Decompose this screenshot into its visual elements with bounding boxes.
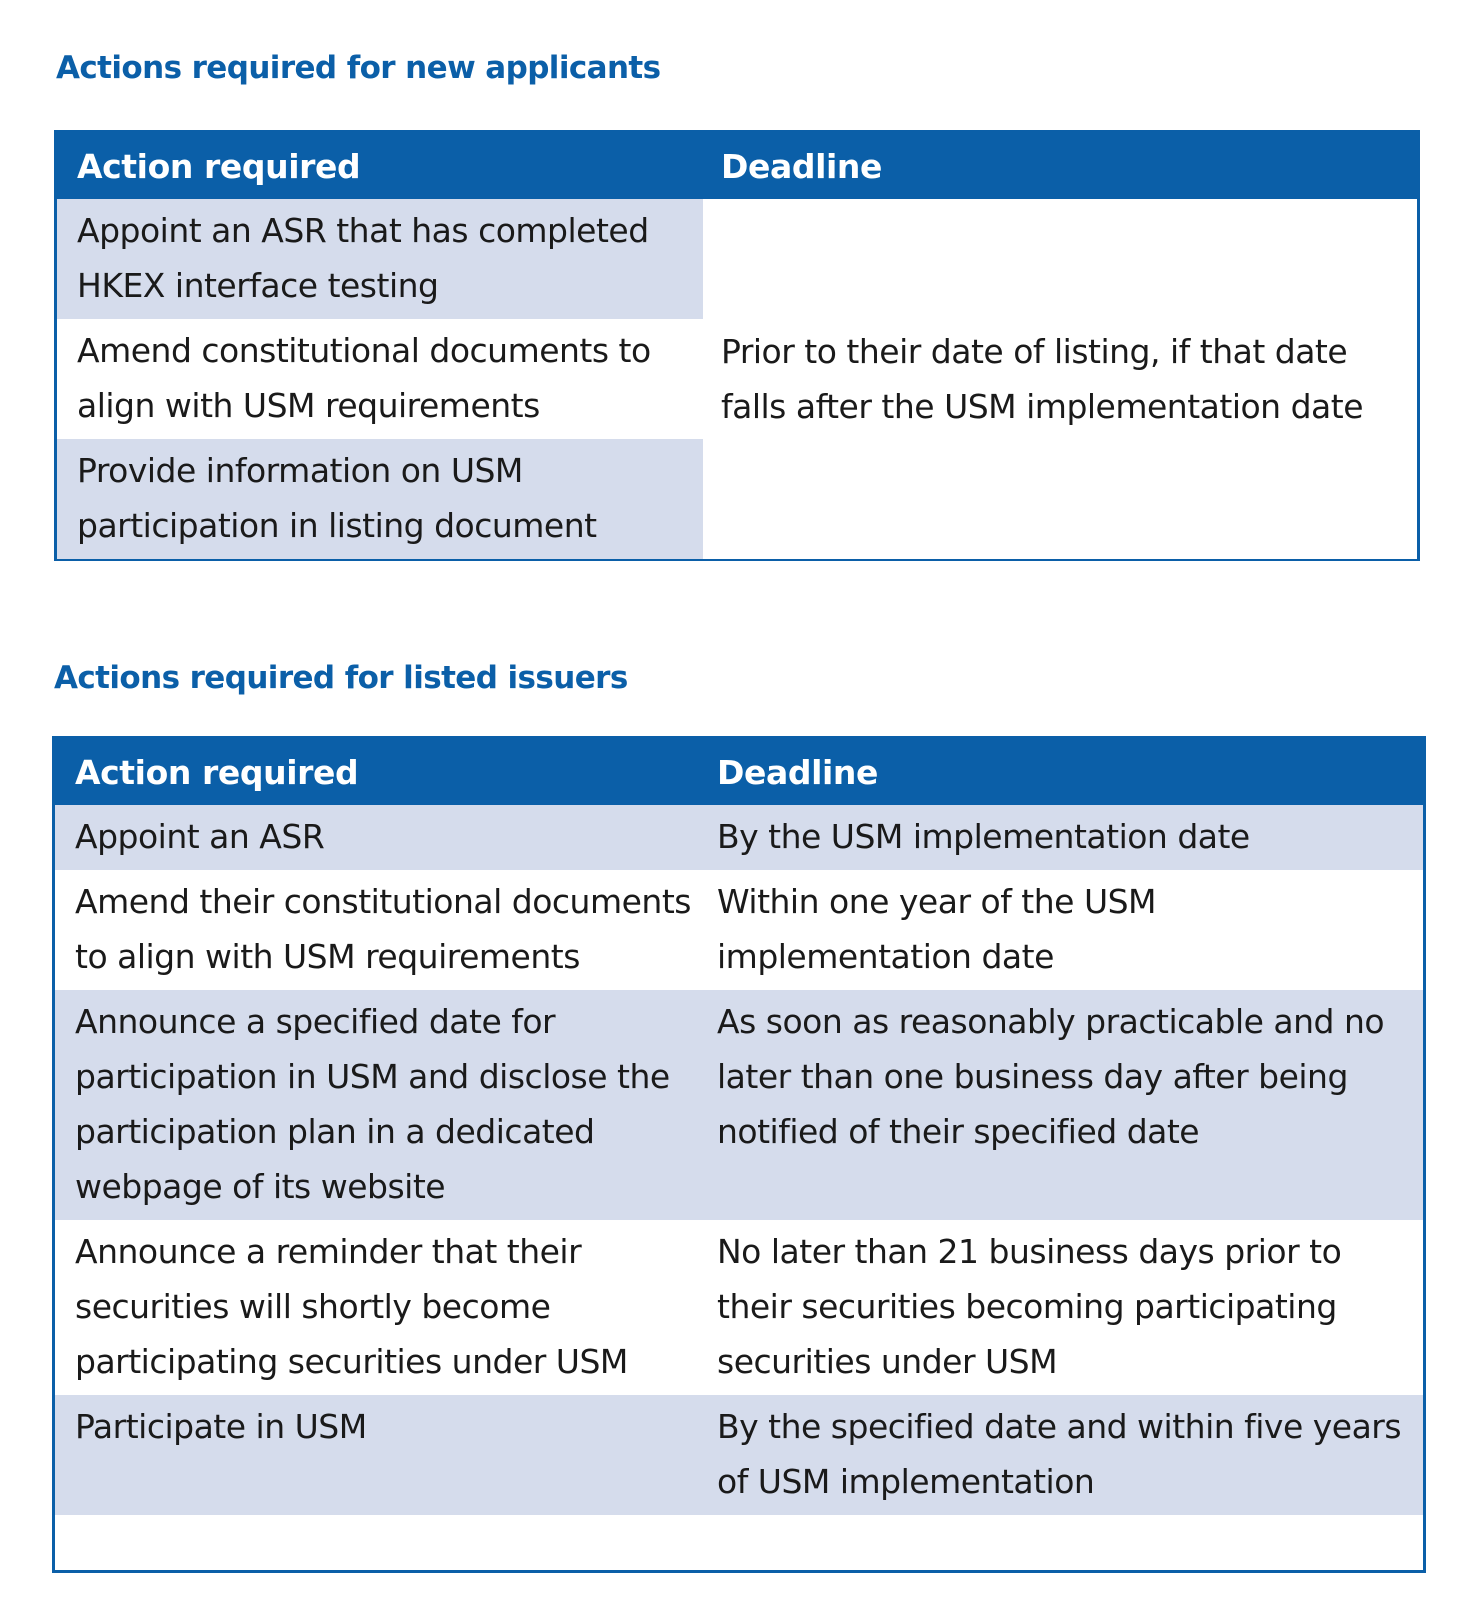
table-cell-action: Appoint an ASR that has completed HKEX interface testing (57, 199, 703, 319)
table-cell-deadline: No later than 21 business days prior to their securities becoming participating securities under USM (717, 1232, 1342, 1381)
table-cell-deadline: Within one year of the USM implementation date (717, 882, 1157, 976)
table-row (55, 990, 1423, 1220)
header-action: Action required (75, 752, 359, 792)
table-row (55, 805, 1423, 870)
actions-column (57, 199, 703, 559)
table-cell-action: Announce a specified date for participation in USM and disclose the participation plan in a dedicated webpage of its website (75, 1002, 670, 1206)
table-cell-deadline: By the USM implementation date (717, 817, 1250, 856)
table-cell-action: Appoint an ASR (75, 817, 325, 856)
table-header (57, 133, 1417, 199)
new-applicants-title: Actions required for new applicants (56, 50, 661, 86)
table-cell-deadline: Prior to their date of listing, if that date falls after the USM implementation date (721, 332, 1363, 426)
table-cell-deadline: By the specified date and within five years of USM implementation (717, 1407, 1402, 1501)
table-body (57, 199, 1417, 559)
listed-issuers-table (52, 736, 1426, 1573)
table-cell-action: Participate in USM (75, 1407, 367, 1446)
table-row (55, 870, 1423, 990)
table-row (55, 1220, 1423, 1395)
header-deadline: Deadline (717, 752, 878, 792)
merged-deadline-cell (703, 199, 1417, 559)
header-action: Action required (77, 146, 361, 186)
table-cell-action: Amend their constitutional documents to align with USM requirements (75, 882, 691, 976)
table-cell-action: Amend constitutional documents to align with USM requirements (57, 319, 703, 439)
header-deadline: Deadline (721, 146, 882, 186)
listed-issuers-title: Actions required for listed issuers (54, 660, 628, 696)
table-cell-action: Announce a reminder that their securities will shortly become participating securities under USM (75, 1232, 628, 1381)
table-row (55, 1395, 1423, 1515)
table-header (55, 739, 1423, 805)
table-cell-deadline: As soon as reasonably practicable and no later than one business day after being notified of their specified date (717, 1002, 1385, 1151)
new-applicants-table (54, 130, 1420, 561)
table-cell-action: Provide information on USM participation in listing document (57, 439, 703, 559)
